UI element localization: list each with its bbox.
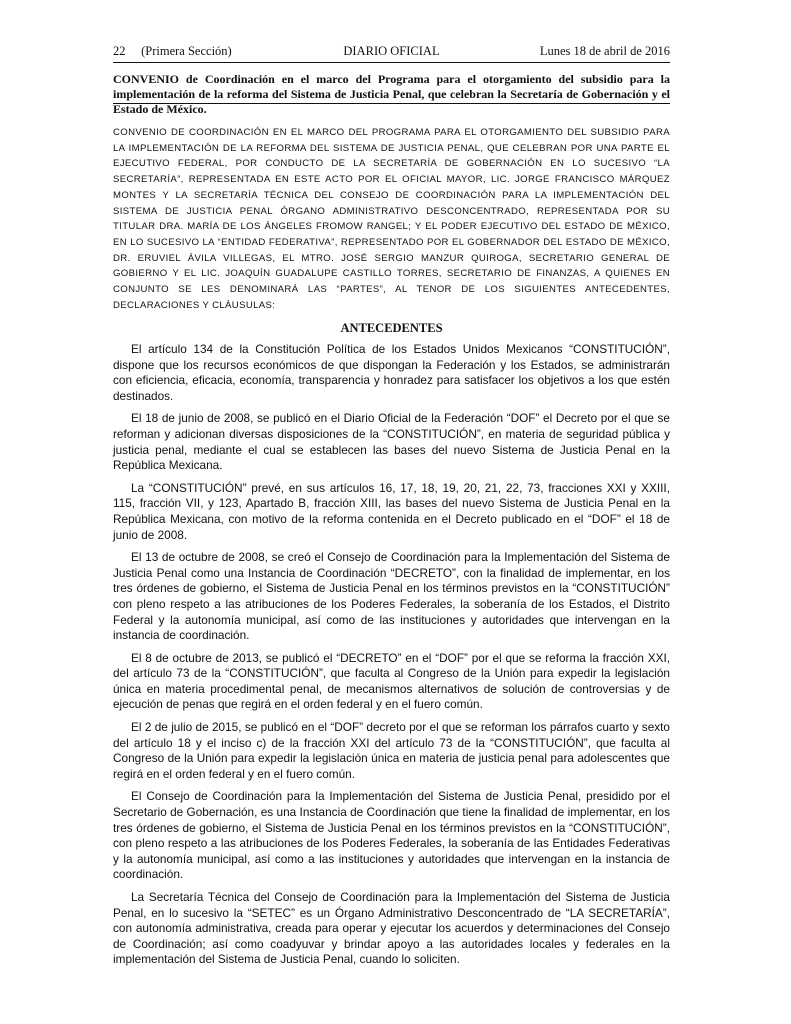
header-rule bbox=[113, 62, 670, 63]
paragraph: El 18 de junio de 2008, se publicó en el Diario Oficial de la Federación “DOF” el Decreto por el que se reforman y adicionan diversas disposiciones de la “CONSTITUCIÓN”, en materia de seguridad pública y justicia penal, mediante el cual se establecen las bases del nuevo Sistema de Justicia Penal en la República Mexicana. bbox=[113, 411, 670, 473]
section-heading: ANTECEDENTES bbox=[340, 321, 443, 335]
publication-date: Lunes 18 de abril de 2016 bbox=[539, 44, 670, 58]
antecedentes-body bbox=[113, 342, 670, 975]
paragraph: La Secretaría Técnica del Consejo de Coordinación para la Implementación del Sistema de Justicia Penal, en lo sucesivo la “SETEC” es un Órgano Administrativo Desconcentrado de “LA SECRETARÍA”, con autonomía administrativa, creada para operar y ejecutar los acuerdos y determinaciones del Consejo de Coordinación; así como coadyuvar y brindar apoyo a las autoridades locales y federales en la implementación del Sistema de Justicia Penal, cuando lo soliciten. bbox=[113, 890, 670, 967]
paragraph: La “CONSTITUCIÓN” prevé, en sus artículos 16, 17, 18, 19, 20, 21, 22, 73, fracciones XXI y XXIII, 115, fracción VII, y 123, Apartado B, fracción XIII, las bases del nuevo Sistema de Justicia Penal en la República Mexicana, con motivo de la reforma contenida en el Decreto publicado en el “DOF” el 18 de junio de 2008. bbox=[113, 480, 670, 542]
paragraph: El 2 de julio de 2015, se publicó en el “DOF” decreto por el que se reforman los párrafos cuarto y sexto del artículo 18 y el inciso c) de la fracción XXI del artículo 73 de la “CONSTITUCIÓN”, que faculta al Congreso de la Unión para expedir la legislación única en materia de justicia penal para adolescentes que regirá en el orden federal y en el fuero común. bbox=[113, 720, 670, 781]
publication-name: DIARIO OFICIAL bbox=[343, 44, 440, 58]
paragraph: El Consejo de Coordinación para la Implementación del Sistema de Justicia Penal, presidido por el Secretario de Gobernación, es una Instancia de Coordinación que tiene la finalidad de implementar, en los tres órdenes de gobierno, el Sistema de Justicia Penal en los términos previstos en la “CONSTITUCIÓN”, con pleno respeto a las atribuciones de los Poderes Federales, la soberanía de las Entidades Federativas y la autonomía municipal, así como a las instituciones y autoridades que intervengan en la instancia de coordinación. bbox=[113, 789, 670, 882]
paragraph: El artículo 134 de la Constitución Política de los Estados Unidos Mexicanos “CONSTITUCIÓN”, dispone que los recursos económicos de que dispongan la Federación y los Estados, se administrarán con eficiencia, eficacia, economía, transparencia y honradez para satisfacer los objetivos a los que estén destinados. bbox=[113, 342, 670, 403]
paragraph: El 8 de octubre de 2013, se publicó el “DECRETO” en el “DOF” por el que se reforma la fracción XXI, del artículo 73 de la “CONSTITUCIÓN”, que faculta al Congreso de la Unión para expedir la legislación única en materia procedimental penal, de mecanismos alternativos de solución de controversias y de ejecución de penas que regirá en el orden federal y en el fuero común. bbox=[113, 650, 670, 712]
document-title: CONVENIO de Coordinación en el marco del Programa para el otorgamiento del subsidio para la implementación de la reforma del Sistema de Justicia Penal, que celebran la Secretaría de Gobernación y el Estado de México. bbox=[113, 72, 670, 116]
paragraph: El 13 de octubre de 2008, se creó el Consejo de Coordinación para la Implementación del Sistema de Justicia Penal como una Instancia de Coordinación “DECRETO”, con la finalidad de implementar, en los tres órdenes de gobierno, el Sistema de Justicia Penal en los términos previstos en la “CONSTITUCIÓN” con pleno respeto a las atribuciones de los Poderes Federales, la soberanía de los Estados, el Distrito Federal y la autonomía municipal, así como de las instituciones y autoridades que intervengan en la instancia de coordinación. bbox=[113, 550, 670, 643]
page-number-section: 22 (Primera Sección) bbox=[113, 44, 232, 58]
intro-paragraph: CONVENIO DE COORDINACIÓN EN EL MARCO DEL PROGRAMA PARA EL OTORGAMIENTO DEL SUBSIDIO PARA LA IMPLEMENTACIÓN DE LA REFORMA DEL SISTEMA DE JUSTICIA PENAL, QUE CELEBRAN POR UNA PARTE EL EJECUTIVO FEDERAL, POR CONDUCTO DE LA SECRETARÍA DE GOBERNACIÓN EN LO SUCESIVO “LA SECRETARÍA”, REPRESENTADA EN ESTE ACTO POR EL OFICIAL MAYOR, LIC. JORGE FRANCISCO MÁRQUEZ MONTES Y LA SECRETARÍA TÉCNICA DEL CONSEJO DE COORDINACIÓN PARA LA IMPLEMENTACIÓN DEL SISTEMA DE JUSTICIA PENAL ÓRGANO ADMINISTRATIVO DESCONCENTRADO, REPRESENTADA POR SU TITULAR DRA. MARÍA DE LOS ÁNGELES FROMOW RANGEL; Y EL PODER EJECUTIVO DEL ESTADO DE MÉXICO, EN LO SUCESIVO LA “ENTIDAD FEDERATIVA”, REPRESENTADO POR EL GOBERNADOR DEL ESTADO DE MÉXICO, DR. ERUVIEL ÁVILA VILLEGAS, EL MTRO. JOSÉ SERGIO MANZUR QUIROGA, SECRETARIO GENERAL DE GOBIERNO Y EL LIC. JOAQUÍN GUADALUPE CASTILLO TORRES, SECRETARIO DE FINANZAS, A QUIENES EN CONJUNTO SE LES DENOMINARÁ LAS “PARTES”, AL TENOR DE LOS SIGUIENTES ANTECEDENTES, DECLARACIONES Y CLÁUSULAS: bbox=[113, 127, 670, 311]
running-header bbox=[113, 44, 670, 62]
title-rule bbox=[113, 103, 670, 104]
